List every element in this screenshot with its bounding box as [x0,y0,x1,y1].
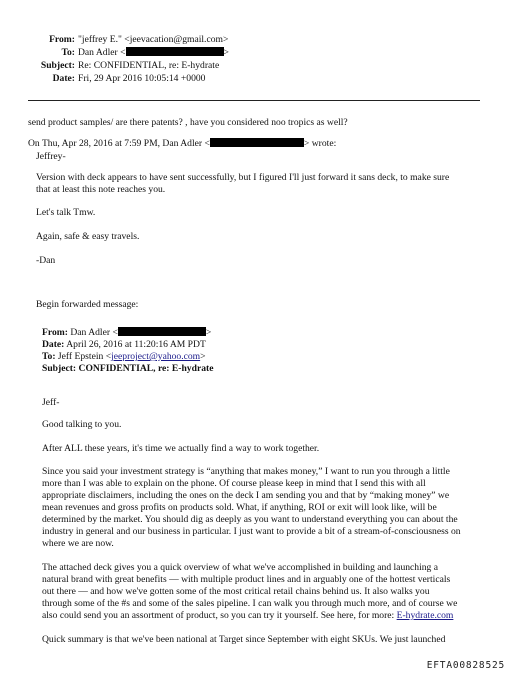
fwd-from-close: > [205,327,212,338]
to-close: > [223,47,229,58]
date-value: Fri, 29 Apr 2016 10:05:14 +0000 [78,73,206,84]
from-value: "jeffrey E." <jeevacation@gmail.com> [78,34,229,45]
body-paragraph-4-line-5 [42,610,453,622]
body-paragraph-3-line-2: more than I was able to explain on the phone. Of course please keep in mind that I send this with all [42,478,426,489]
body-paragraph-3-line-4: mean revenues and gross profits on products sold. What, if anything, ROI or exit will look like, will be [42,502,437,513]
redaction-bar [210,138,304,147]
fwd-date-line [42,339,206,351]
body-paragraph-5: Quick summary is that we've been national at Target since September with eight SKUs. We just launched [42,634,446,645]
quote-intro-suffix: > wrote: [303,138,337,149]
body-paragraph-3-line-7: where we are now. [42,538,114,549]
fwd-to-suffix: > [200,351,206,362]
body-line-1: Good talking to you. [42,419,122,430]
body-paragraph-4-line-3: out there — and how we've gotten some of the most critical retail chains behind us. It also walks you [42,586,430,597]
body-paragraph-4-line-1: The attached deck gives you a quick overview of what we've accomplished in building and launching a [42,562,439,573]
fwd-subject-value: CONFIDENTIAL, re: E-hydrate [78,363,214,374]
fwd-subject-line [42,363,213,375]
to-value [78,47,229,59]
fwd-date-label: Date: [42,339,65,350]
body-paragraph-4-line-4: through some of the #s and some of the sales pipeline. I can walk you through much more, and of course we [42,598,458,609]
fwd-date-value: April 26, 2016 at 11:20:16 AM PDT [66,339,206,350]
body-paragraph-4-line-5-text: also could send you an assortment of product, so you can try it yourself. See here, for more: [42,610,397,621]
fwd-to-line [42,351,206,363]
fwd-to-email-link[interactable]: jeeproject@yahoo.com [111,351,201,362]
body-greeting: Jeff- [42,397,60,408]
body-paragraph-3-line-5: determined by the market. You should dig as deeply as you want to understand everything you can about the [42,514,458,525]
body-paragraph-3-line-1: Since you said your investment strategy is “anything that makes money,” I want to run you through a little [42,466,450,477]
redaction-bar [118,327,206,336]
from-label: From: [49,34,75,45]
fwd-to-prefix: Jeff Epstein < [57,351,112,362]
body-paragraph-3-line-3: appropriate disclaimers, including the ones on the deck I am sending you and that by “making money” we [42,490,450,501]
quote-paragraph-1-line-2: that at least this note reaches you. [36,184,166,195]
quote-greeting: Jeffrey- [36,151,66,162]
body-line-2: After ALL these years, it's time we actually find a way to work together. [42,443,320,454]
quote-paragraph-1-line-1: Version with deck appears to have sent successfully, but I figured I'll just forward it sans deck, to make sure [36,172,450,183]
quote-paragraph-2: Let's talk Tmw. [36,207,96,218]
fwd-from-line [42,327,211,339]
to-label: To: [61,47,75,58]
fwd-subject-label: Subject: [42,363,77,374]
fwd-to-label: To: [42,351,56,362]
forwarded-label: Begin forwarded message: [36,299,139,310]
redaction-bar [126,47,224,56]
quote-intro [28,138,336,150]
fwd-from-value: Dan Adler < [70,327,118,338]
to-name: Dan Adler < [78,47,126,58]
quote-signature: -Dan [36,255,56,266]
bates-number: EFTA00828525 [426,660,505,672]
quote-intro-prefix: On Thu, Apr 28, 2016 at 7:59 PM, Dan Adler < [28,138,210,149]
body-paragraph-3-line-6: industry in general and our business in particular. I just want to provide a bit of a stream-of-consciousness on [42,526,461,537]
body-paragraph-4-line-2: natural brand with great benefits — with multiple product lines and in arguably one of the hottest verticals [42,574,451,585]
fwd-from-label: From: [42,327,68,338]
e-hydrate-link[interactable]: E-hydrate.com [396,610,454,621]
quote-paragraph-3: Again, safe & easy travels. [36,231,140,242]
subject-label: Subject: [40,60,75,71]
header-divider [28,100,480,101]
date-label: Date: [52,73,75,84]
reply-text: send product samples/ are there patents? , have you considered noo tropics as well? [28,117,348,128]
subject-value: Re: CONFIDENTIAL, re: E-hydrate [78,60,220,71]
